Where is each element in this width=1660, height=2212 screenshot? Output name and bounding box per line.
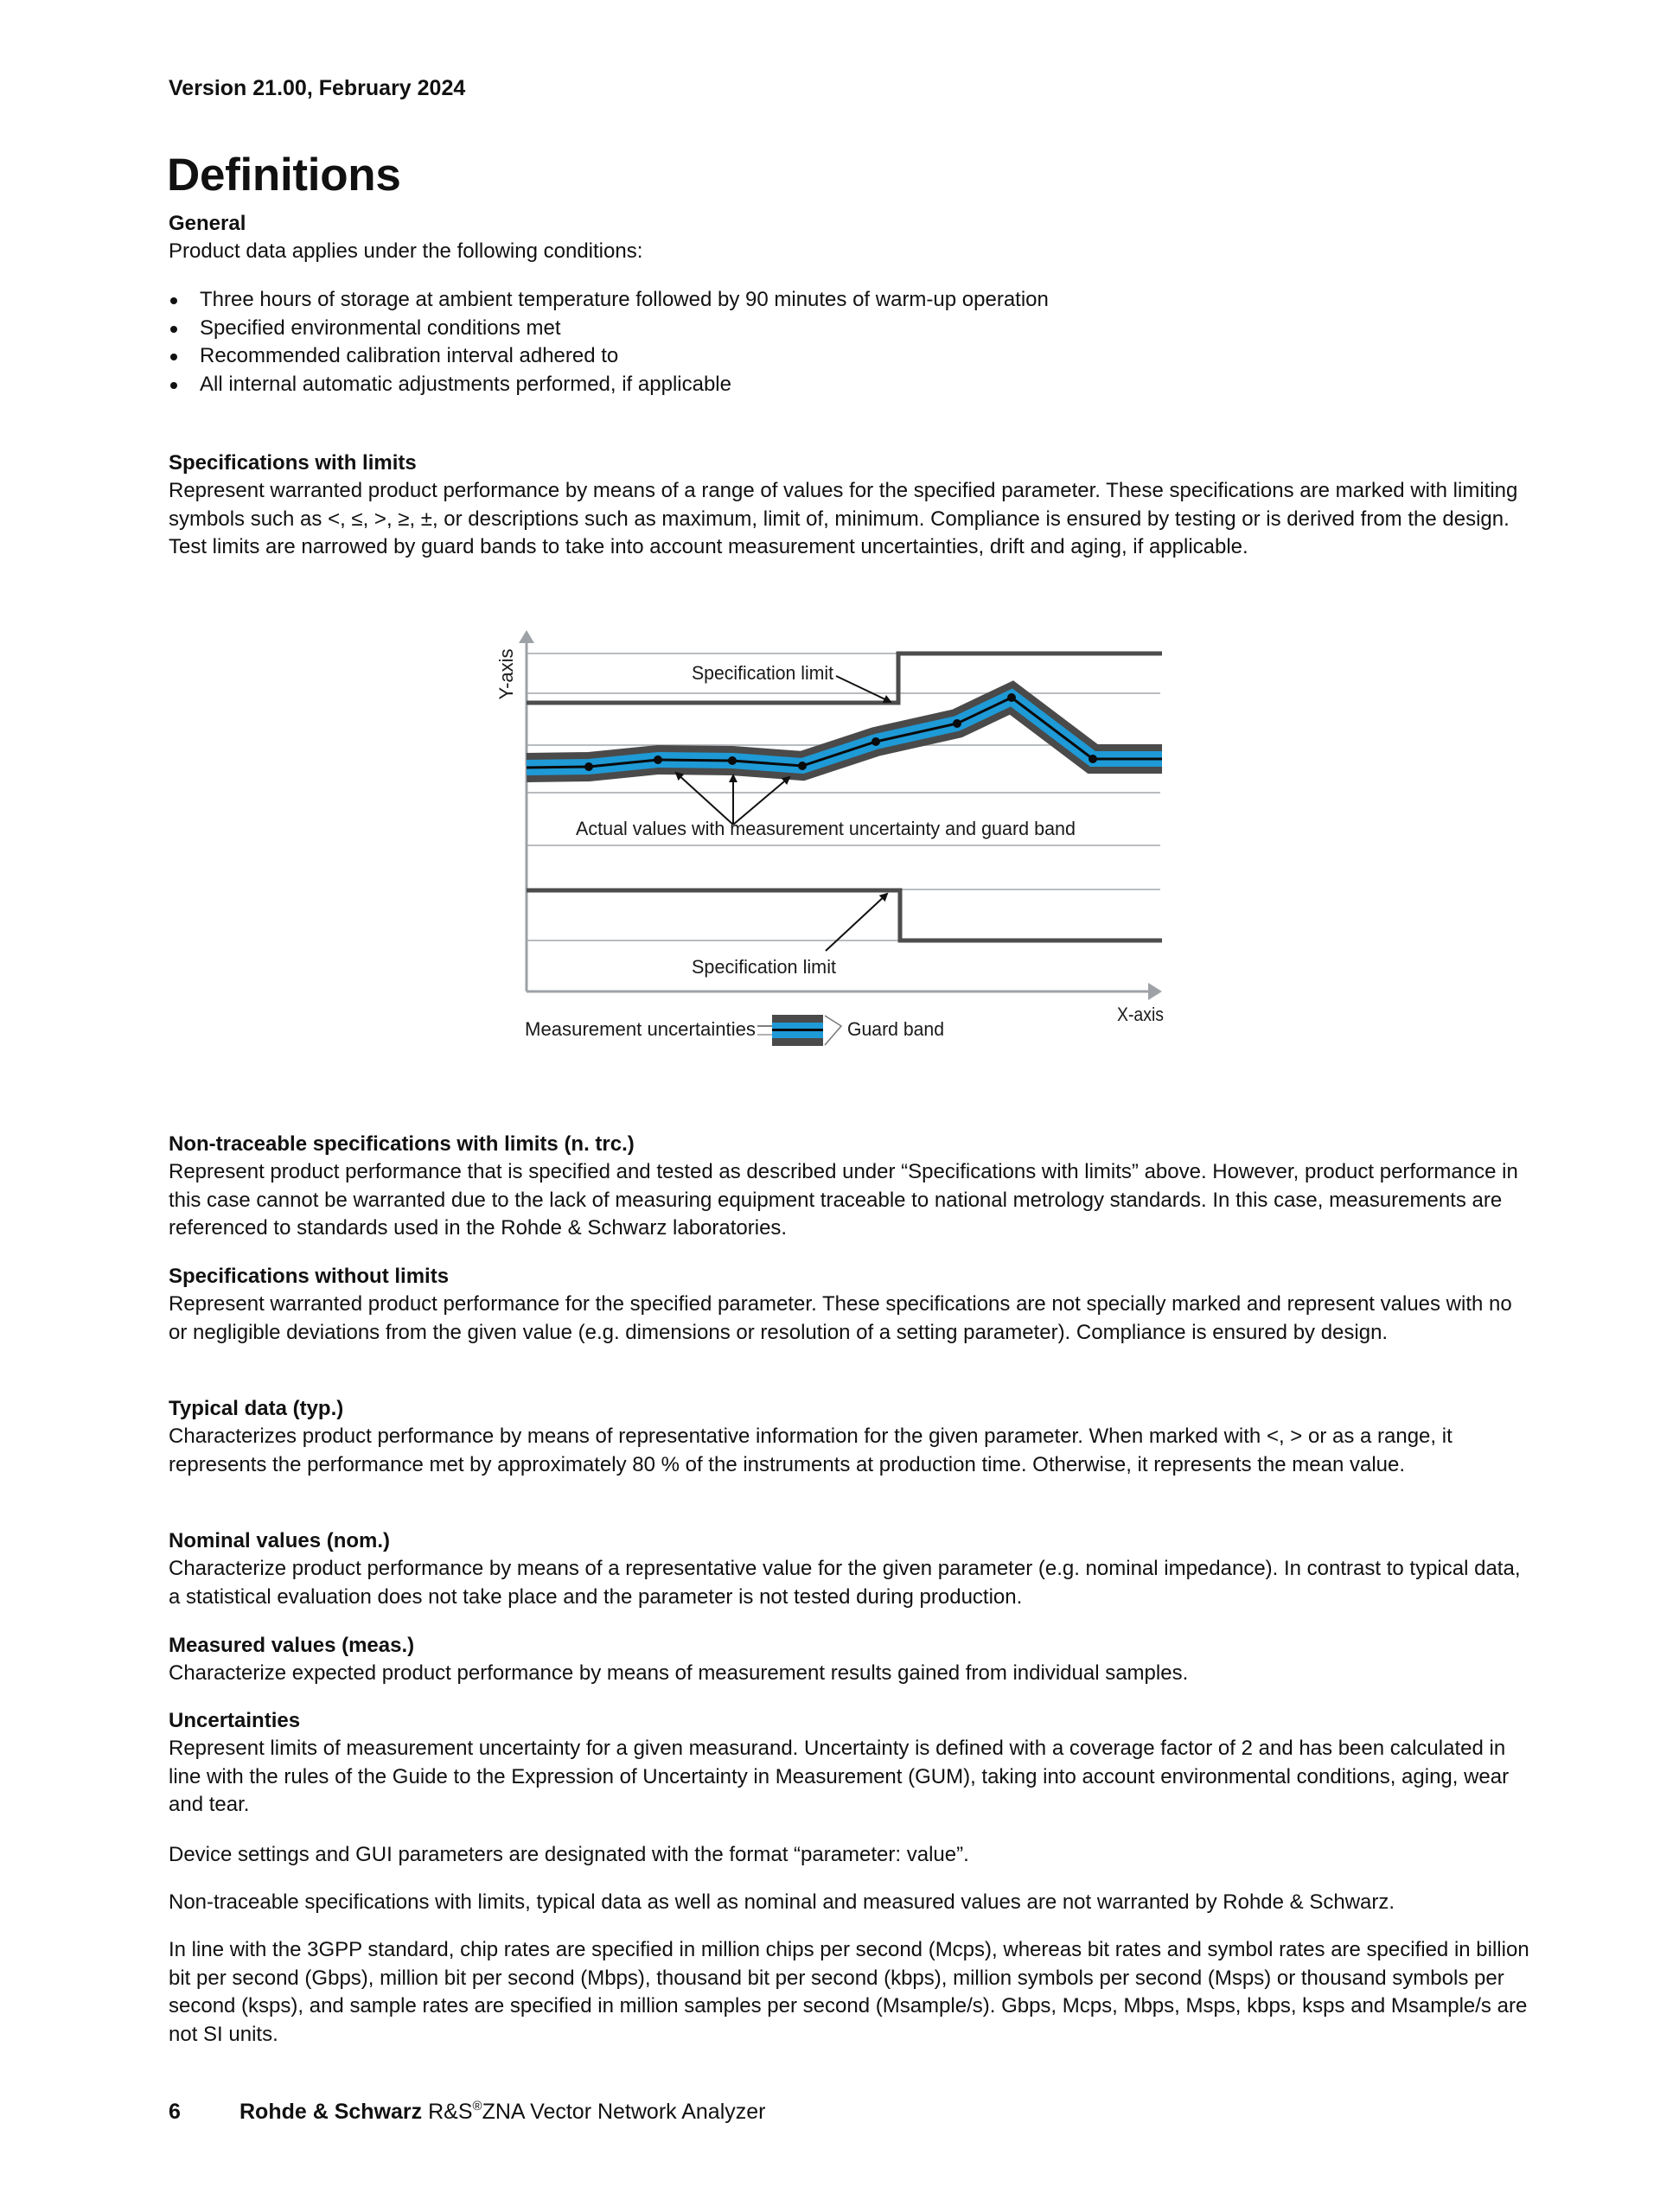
list-item: Recommended calibration interval adhered to xyxy=(169,342,1049,371)
bullet-icon xyxy=(170,326,177,333)
section-non-traceable xyxy=(169,1131,1535,1243)
section-body: Characterize expected product performance by means of measurement results gained from individual samples. xyxy=(169,1661,1189,1685)
upper-spec-limit xyxy=(527,653,1162,703)
section-heading: Specifications without limits xyxy=(169,1265,450,1288)
x-axis-arrow-icon xyxy=(1148,983,1162,1000)
registered-mark: ® xyxy=(472,2099,482,2113)
section-body: Represent product performance that is specified and tested as described under “Specifications with limits” above. However, product performance in this case cannot be warranted due to the lack of measuring equipment traceable to national metrology standards. In this case, measurements are referenced to standards used in the Rohde & Schwarz laboratories. xyxy=(169,1160,1518,1240)
note-device-settings: Device settings and GUI parameters are designated with the format “parameter: value”. xyxy=(169,1843,969,1866)
list-item: Three hours of storage at ambient temperature followed by 90 minutes of warm-up operation xyxy=(169,286,1049,315)
note-units: In line with the 3GPP standard, chip rates are specified in million chips per second (Mcps), whereas bit rates and symbol rates are specified in billion bit per second (Gbps), million bit per second (Mbps), thousand bit per second (kbps), million symbols per second (Msps) or thousand symbols per second (ksps), and sample rates are specified in million samples per second (Msample/s). Gbps, Mcps, Mbps, Msps, kbps, ksps and Msample/s are not SI units. xyxy=(169,1938,1529,2047)
document-version: Version 21.00, February 2024 xyxy=(169,76,466,100)
lower-spec-limit xyxy=(527,890,1162,940)
footer-brand: Rohde & Schwarz xyxy=(239,2100,423,2124)
bullet-icon xyxy=(170,354,177,360)
section-typical-data xyxy=(169,1395,1535,1479)
section-general xyxy=(169,210,1535,266)
conditions-list xyxy=(169,286,1049,398)
section-heading: Measured values (meas.) xyxy=(169,1634,415,1657)
section-heading: General xyxy=(169,212,246,235)
bullet-icon xyxy=(170,297,177,304)
list-item: All internal automatic adjustments performed, if applicable xyxy=(169,371,1049,399)
lower-limit-label: Specification limit xyxy=(692,956,836,978)
page-footer xyxy=(169,2099,765,2125)
page-number: 6 xyxy=(169,2100,181,2124)
section-specs-with-limits xyxy=(169,449,1535,562)
annotation-arrows xyxy=(676,676,891,951)
gridlines xyxy=(527,653,1160,940)
legend-uncertainties-label: Measurement uncertainties xyxy=(525,1018,756,1040)
section-body: Characterizes product performance by means of representative information for the given parameter. When marked with <, > or as a range, it represents the performance met by approximately 80 % of the instruments at production time. Otherwise, it represents the mean value. xyxy=(169,1425,1452,1476)
legend-guard-band-label: Guard band xyxy=(847,1018,944,1040)
list-item: Specified environmental conditions met xyxy=(169,315,1049,343)
section-specs-without-limits xyxy=(169,1263,1535,1347)
data-points xyxy=(584,693,1097,771)
section-heading: Typical data (typ.) xyxy=(169,1397,344,1420)
section-body: Represent limits of measurement uncertainty for a given measurand. Uncertainty is defined with a coverage factor of 2 and has been calculated in line with the rules of the Guide to the Expression of Uncertainty in Measurement (GUM), taking into account environmental conditions, aging, wear and tear. xyxy=(169,1737,1510,1817)
footer-product-prefix: R&S xyxy=(428,2100,473,2124)
section-uncertainties xyxy=(169,1707,1535,1820)
measurement-band xyxy=(527,693,1162,771)
page-title: Definitions xyxy=(167,150,401,201)
y-axis-arrow-icon xyxy=(519,630,534,643)
section-heading: Specifications with limits xyxy=(169,451,417,475)
legend-swatch-icon xyxy=(772,1015,823,1046)
bullet-icon xyxy=(170,382,177,389)
note-not-warranted: Non-traceable specifications with limits, typical data as well as nominal and measured values are not warranted by Rohde & Schwarz. xyxy=(169,1890,1395,1914)
footer-product-name: ZNA Vector Network Analyzer xyxy=(482,2100,766,2124)
section-body: Represent warranted product performance for the specified parameter. These specifications are not specially marked and represent values with no or negligible deviations from the given value (e.g. dimensions or resolution of a setting parameter). Compliance is ensured by design. xyxy=(169,1292,1512,1344)
section-heading: Nominal values (nom.) xyxy=(169,1529,391,1552)
actual-values-label: Actual values with measurement uncertainty and guard band xyxy=(576,818,1076,839)
section-body: Represent warranted product performance by means of a range of values for the specified parameter. These specifications are marked with limiting symbols such as <, ≤, >, ≥, ±, or descriptions such as maximum, limit of, minimum. Compliance is ensured by testing or is derived from the design. Test limits are narrowed by guard bands to take into account measurement uncertainties, drift and aging, if applicable. xyxy=(169,479,1518,559)
section-heading: Non-traceable specifications with limits (n. trc.) xyxy=(169,1132,635,1156)
upper-limit-label: Specification limit xyxy=(692,662,833,684)
section-intro: Product data applies under the following conditions: xyxy=(169,239,643,263)
section-heading: Uncertainties xyxy=(169,1709,301,1732)
section-nominal-values xyxy=(169,1527,1535,1611)
y-axis-label: Y-axis xyxy=(495,648,517,700)
section-measured-values xyxy=(169,1632,1535,1688)
x-axis-label: X-axis xyxy=(1117,1004,1164,1025)
section-body: Characterize product performance by means of a representative value for the given parameter (e.g. nominal impedance). In contrast to typical data, a statistical evaluation does not take place and the parameter is not tested during production. xyxy=(169,1557,1521,1609)
axes xyxy=(519,630,1162,1000)
legend xyxy=(525,1015,944,1046)
